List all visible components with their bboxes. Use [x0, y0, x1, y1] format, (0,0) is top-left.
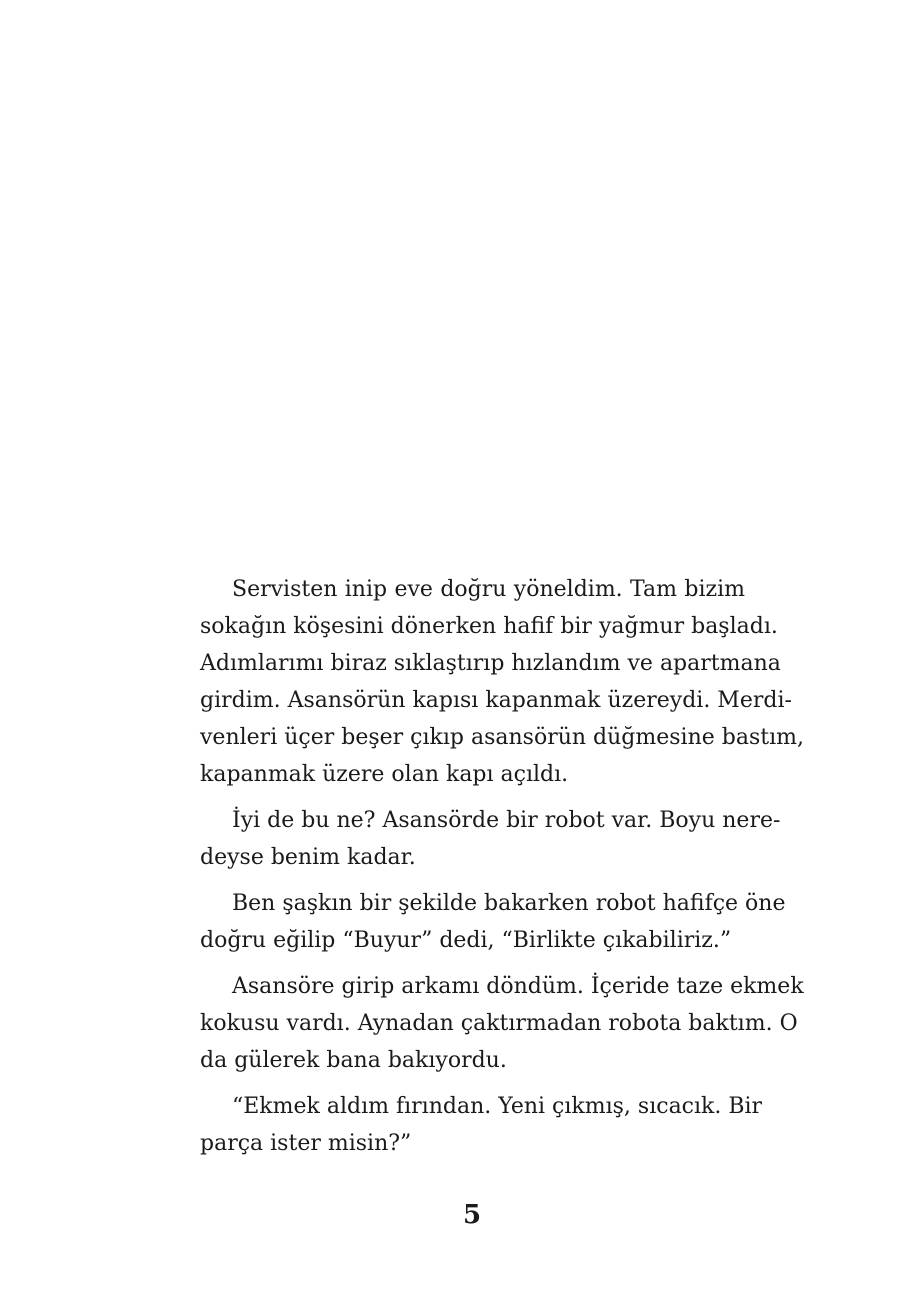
text-line: Servisten inip eve doğru yöneldim. Tam bizim — [232, 577, 745, 602]
text-line: parça ister misin?” — [200, 1131, 412, 1156]
page-number: 5 — [462, 1200, 482, 1230]
text-line: venleri üçer beşer çıkıp asansörün düğmesine bastım, — [200, 725, 804, 750]
paragraph-2 — [200, 802, 781, 876]
text-line: da gülerek bana bakıyordu. — [200, 1048, 507, 1073]
text-line: deyse benim kadar. — [200, 845, 416, 870]
text-line: kapanmak üzere olan kapı açıldı. — [200, 762, 569, 787]
body-text — [200, 571, 804, 1171]
text-line: İyi de bu ne? Asansörde bir robot var. Boyu nere- — [232, 808, 781, 833]
paragraph-4 — [200, 968, 804, 1079]
text-line: Asansöre girip arkamı döndüm. İçeride taze ekmek — [232, 974, 804, 999]
text-line: Ben şaşkın bir şekilde bakarken robot hafifçe öne — [232, 891, 786, 916]
text-line: girdim. Asansörün kapısı kapanmak üzereydi. Merdi- — [200, 688, 792, 713]
text-line: “Ekmek aldım fırından. Yeni çıkmış, sıcacık. Bir — [232, 1094, 763, 1119]
paragraph-5 — [200, 1088, 763, 1162]
text-line: sokağın köşesini dönerken hafif bir yağmur başladı. — [200, 614, 778, 639]
text-line: kokusu vardı. Aynadan çaktırmadan robota baktım. O — [200, 1011, 798, 1036]
text-line: doğru eğilip “Buyur” dedi, “Birlikte çıkabiliriz.” — [200, 928, 732, 953]
text-line: Adımlarımı biraz sıklaştırıp hızlandım ve apartmana — [200, 651, 781, 676]
paragraph-3 — [200, 885, 786, 959]
paragraph-1 — [200, 571, 804, 793]
